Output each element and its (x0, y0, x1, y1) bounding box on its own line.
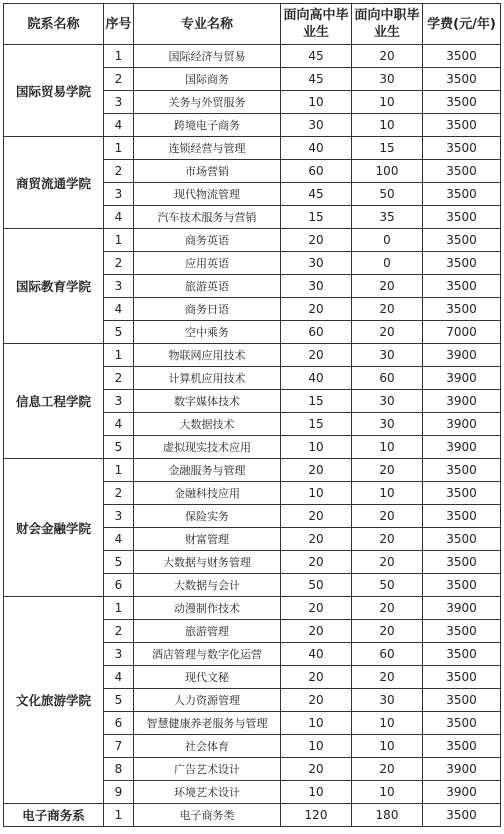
vocational-quota-cell: 10 (352, 781, 423, 804)
vocational-quota-cell: 20 (352, 666, 423, 689)
tuition-cell: 3500 (423, 68, 501, 91)
high-school-quota-cell: 20 (281, 298, 352, 321)
vocational-quota-cell: 20 (352, 528, 423, 551)
tuition-cell: 3900 (423, 597, 501, 620)
major-name-cell: 旅游管理 (134, 620, 281, 643)
high-school-quota-cell: 50 (281, 574, 352, 597)
table-row (4, 45, 501, 68)
vocational-quota-cell: 10 (352, 114, 423, 137)
major-name-cell: 财富管理 (134, 528, 281, 551)
table-body (4, 45, 501, 827)
tuition-cell: 3500 (423, 183, 501, 206)
seq-cell: 4 (104, 666, 134, 689)
seq-cell: 9 (104, 781, 134, 804)
high-school-quota-cell: 10 (281, 482, 352, 505)
seq-cell: 4 (104, 298, 134, 321)
major-name-cell: 酒店管理与数字化运营 (134, 643, 281, 666)
vocational-quota-cell: 0 (352, 229, 423, 252)
vocational-quota-cell: 10 (352, 735, 423, 758)
tuition-cell: 3900 (423, 781, 501, 804)
seq-cell: 3 (104, 183, 134, 206)
dept-name-cell: 财会金融学院 (4, 459, 104, 597)
enrollment-table-container (3, 3, 501, 827)
vocational-quota-cell: 30 (352, 689, 423, 712)
seq-cell: 3 (104, 91, 134, 114)
high-school-quota-cell: 20 (281, 689, 352, 712)
high-school-quota-cell: 40 (281, 643, 352, 666)
seq-cell: 3 (104, 390, 134, 413)
major-name-cell: 计算机应用技术 (134, 367, 281, 390)
table-row (4, 459, 501, 482)
seq-cell: 5 (104, 551, 134, 574)
tuition-cell: 3500 (423, 275, 501, 298)
vocational-quota-cell: 20 (352, 321, 423, 344)
header-tuition: 学费(元/年) (423, 4, 501, 45)
major-name-cell: 汽车技术服务与营销 (134, 206, 281, 229)
high-school-quota-cell: 45 (281, 68, 352, 91)
tuition-cell: 3500 (423, 735, 501, 758)
tuition-cell: 3500 (423, 804, 501, 827)
tuition-cell: 3900 (423, 436, 501, 459)
header-seq: 序号 (104, 4, 134, 45)
tuition-cell: 3900 (423, 344, 501, 367)
high-school-quota-cell: 15 (281, 413, 352, 436)
high-school-quota-cell: 20 (281, 551, 352, 574)
vocational-quota-cell: 20 (352, 597, 423, 620)
major-name-cell: 连锁经营与管理 (134, 137, 281, 160)
seq-cell: 3 (104, 643, 134, 666)
vocational-quota-cell: 20 (352, 459, 423, 482)
vocational-quota-cell: 15 (352, 137, 423, 160)
major-name-cell: 环境艺术设计 (134, 781, 281, 804)
seq-cell: 1 (104, 597, 134, 620)
seq-cell: 2 (104, 252, 134, 275)
tuition-cell: 3500 (423, 482, 501, 505)
seq-cell: 1 (104, 344, 134, 367)
high-school-quota-cell: 120 (281, 804, 352, 827)
seq-cell: 2 (104, 68, 134, 91)
seq-cell: 1 (104, 459, 134, 482)
major-name-cell: 金融服务与管理 (134, 459, 281, 482)
high-school-quota-cell: 20 (281, 620, 352, 643)
tuition-cell: 3500 (423, 551, 501, 574)
major-name-cell: 应用英语 (134, 252, 281, 275)
major-name-cell: 广告艺术设计 (134, 758, 281, 781)
dept-name-cell: 信息工程学院 (4, 344, 104, 459)
major-name-cell: 市场营销 (134, 160, 281, 183)
seq-cell: 3 (104, 505, 134, 528)
header-dept: 院系名称 (4, 4, 104, 45)
high-school-quota-cell: 20 (281, 344, 352, 367)
high-school-quota-cell: 60 (281, 160, 352, 183)
header-vocational: 面向中职毕业生 (352, 4, 423, 45)
major-name-cell: 虚拟现实技术应用 (134, 436, 281, 459)
vocational-quota-cell: 50 (352, 183, 423, 206)
major-name-cell: 现代物流管理 (134, 183, 281, 206)
major-name-cell: 大数据与会计 (134, 574, 281, 597)
vocational-quota-cell: 20 (352, 505, 423, 528)
table-row (4, 804, 501, 827)
vocational-quota-cell: 50 (352, 574, 423, 597)
dept-name-cell: 国际教育学院 (4, 229, 104, 344)
tuition-cell: 3900 (423, 413, 501, 436)
high-school-quota-cell: 45 (281, 183, 352, 206)
high-school-quota-cell: 20 (281, 597, 352, 620)
tuition-cell: 3500 (423, 574, 501, 597)
major-name-cell: 金融科技应用 (134, 482, 281, 505)
tuition-cell: 3500 (423, 643, 501, 666)
tuition-cell: 3500 (423, 160, 501, 183)
tuition-cell: 3900 (423, 367, 501, 390)
high-school-quota-cell: 10 (281, 91, 352, 114)
high-school-quota-cell: 10 (281, 712, 352, 735)
table-row (4, 597, 501, 620)
seq-cell: 1 (104, 45, 134, 68)
table-row (4, 344, 501, 367)
vocational-quota-cell: 60 (352, 643, 423, 666)
tuition-cell: 3500 (423, 252, 501, 275)
vocational-quota-cell: 0 (352, 252, 423, 275)
vocational-quota-cell: 30 (352, 68, 423, 91)
seq-cell: 8 (104, 758, 134, 781)
high-school-quota-cell: 20 (281, 229, 352, 252)
table-row (4, 137, 501, 160)
major-name-cell: 人力资源管理 (134, 689, 281, 712)
major-name-cell: 国际经济与贸易 (134, 45, 281, 68)
tuition-cell: 3900 (423, 758, 501, 781)
seq-cell: 2 (104, 367, 134, 390)
high-school-quota-cell: 10 (281, 735, 352, 758)
major-name-cell: 关务与外贸服务 (134, 91, 281, 114)
high-school-quota-cell: 30 (281, 252, 352, 275)
high-school-quota-cell: 40 (281, 137, 352, 160)
seq-cell: 5 (104, 436, 134, 459)
high-school-quota-cell: 30 (281, 275, 352, 298)
vocational-quota-cell: 30 (352, 390, 423, 413)
enrollment-plan-table (3, 3, 501, 827)
high-school-quota-cell: 60 (281, 321, 352, 344)
vocational-quota-cell: 10 (352, 482, 423, 505)
high-school-quota-cell: 10 (281, 436, 352, 459)
major-name-cell: 大数据技术 (134, 413, 281, 436)
tuition-cell: 3500 (423, 298, 501, 321)
major-name-cell: 智慧健康养老服务与管理 (134, 712, 281, 735)
seq-cell: 6 (104, 574, 134, 597)
tuition-cell: 3500 (423, 666, 501, 689)
high-school-quota-cell: 15 (281, 390, 352, 413)
dept-name-cell: 电子商务系 (4, 804, 104, 827)
major-name-cell: 旅游英语 (134, 275, 281, 298)
major-name-cell: 商务日语 (134, 298, 281, 321)
tuition-cell: 3500 (423, 114, 501, 137)
high-school-quota-cell: 40 (281, 367, 352, 390)
major-name-cell: 物联网应用技术 (134, 344, 281, 367)
vocational-quota-cell: 20 (352, 45, 423, 68)
major-name-cell: 商务英语 (134, 229, 281, 252)
major-name-cell: 数字媒体技术 (134, 390, 281, 413)
seq-cell: 3 (104, 275, 134, 298)
major-name-cell: 电子商务类 (134, 804, 281, 827)
major-name-cell: 空中乘务 (134, 321, 281, 344)
tuition-cell: 3500 (423, 712, 501, 735)
vocational-quota-cell: 180 (352, 804, 423, 827)
tuition-cell: 3500 (423, 620, 501, 643)
seq-cell: 4 (104, 528, 134, 551)
high-school-quota-cell: 20 (281, 505, 352, 528)
header-major: 专业名称 (134, 4, 281, 45)
vocational-quota-cell: 20 (352, 551, 423, 574)
seq-cell: 4 (104, 206, 134, 229)
high-school-quota-cell: 20 (281, 528, 352, 551)
vocational-quota-cell: 10 (352, 436, 423, 459)
tuition-cell: 7000 (423, 321, 501, 344)
vocational-quota-cell: 10 (352, 91, 423, 114)
high-school-quota-cell: 45 (281, 45, 352, 68)
major-name-cell: 国际商务 (134, 68, 281, 91)
high-school-quota-cell: 15 (281, 206, 352, 229)
vocational-quota-cell: 30 (352, 413, 423, 436)
tuition-cell: 3500 (423, 229, 501, 252)
major-name-cell: 现代文秘 (134, 666, 281, 689)
tuition-cell: 3500 (423, 91, 501, 114)
seq-cell: 2 (104, 482, 134, 505)
vocational-quota-cell: 20 (352, 298, 423, 321)
tuition-cell: 3500 (423, 528, 501, 551)
seq-cell: 6 (104, 712, 134, 735)
vocational-quota-cell: 30 (352, 344, 423, 367)
vocational-quota-cell: 100 (352, 160, 423, 183)
seq-cell: 2 (104, 620, 134, 643)
seq-cell: 1 (104, 804, 134, 827)
vocational-quota-cell: 35 (352, 206, 423, 229)
dept-name-cell: 文化旅游学院 (4, 597, 104, 804)
vocational-quota-cell: 20 (352, 275, 423, 298)
tuition-cell: 3500 (423, 206, 501, 229)
seq-cell: 5 (104, 689, 134, 712)
high-school-quota-cell: 20 (281, 459, 352, 482)
high-school-quota-cell: 20 (281, 666, 352, 689)
high-school-quota-cell: 10 (281, 781, 352, 804)
seq-cell: 2 (104, 160, 134, 183)
seq-cell: 1 (104, 137, 134, 160)
tuition-cell: 3500 (423, 689, 501, 712)
seq-cell: 7 (104, 735, 134, 758)
seq-cell: 4 (104, 413, 134, 436)
header-high-school: 面向高中毕业生 (281, 4, 352, 45)
major-name-cell: 大数据与财务管理 (134, 551, 281, 574)
dept-name-cell: 商贸流通学院 (4, 137, 104, 229)
tuition-cell: 3500 (423, 459, 501, 482)
vocational-quota-cell: 20 (352, 758, 423, 781)
major-name-cell: 跨境电子商务 (134, 114, 281, 137)
high-school-quota-cell: 30 (281, 114, 352, 137)
high-school-quota-cell: 20 (281, 758, 352, 781)
seq-cell: 5 (104, 321, 134, 344)
tuition-cell: 3500 (423, 137, 501, 160)
tuition-cell: 3500 (423, 505, 501, 528)
seq-cell: 1 (104, 229, 134, 252)
tuition-cell: 3900 (423, 390, 501, 413)
dept-name-cell: 国际贸易学院 (4, 45, 104, 137)
seq-cell: 4 (104, 114, 134, 137)
major-name-cell: 社会体育 (134, 735, 281, 758)
tuition-cell: 3500 (423, 45, 501, 68)
major-name-cell: 动漫制作技术 (134, 597, 281, 620)
major-name-cell: 保险实务 (134, 505, 281, 528)
vocational-quota-cell: 20 (352, 620, 423, 643)
table-row (4, 229, 501, 252)
vocational-quota-cell: 10 (352, 712, 423, 735)
vocational-quota-cell: 60 (352, 367, 423, 390)
table-header-row (4, 4, 501, 45)
